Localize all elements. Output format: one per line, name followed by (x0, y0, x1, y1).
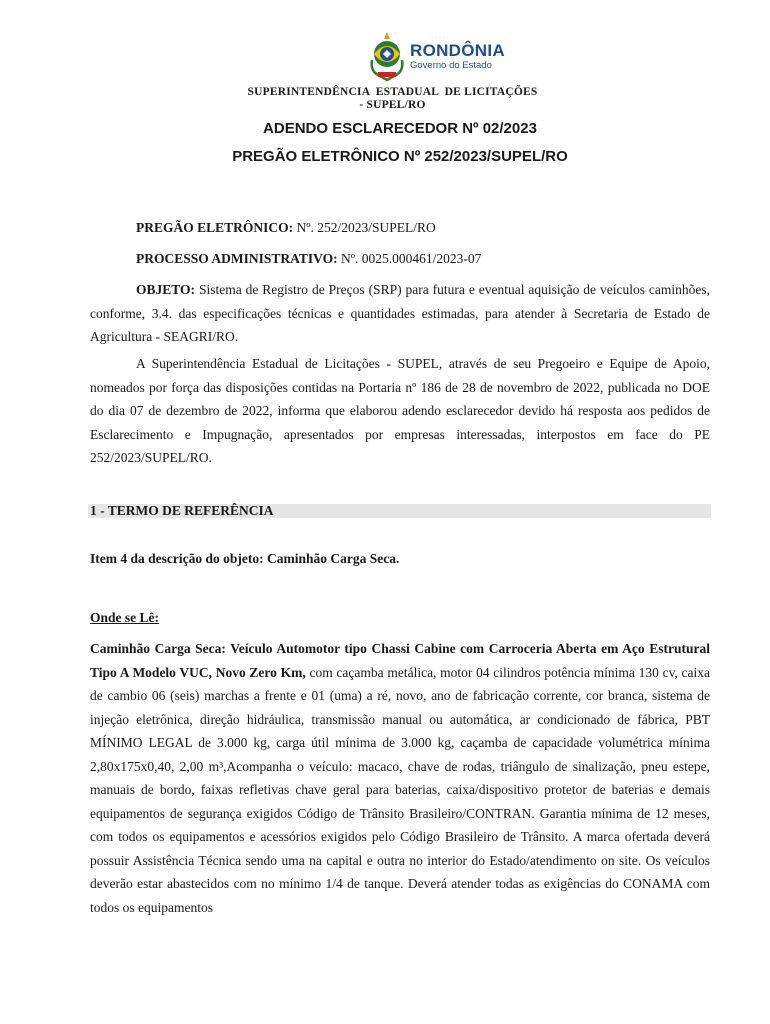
logo-name: RONDÔNIA (410, 40, 505, 60)
onde-se-le-heading: Onde se Lê: (90, 610, 159, 625)
state-logo (368, 30, 505, 82)
item-description-bold: Caminhão Carga Seca: Veículo Automotor tipo Chassi Cabine com Carroceria Aberta em Aço Estrutural Tipo A Modelo VUC, Novo Zero Km, (90, 641, 710, 680)
document-subtitle: PREGÃO ELETRÔNICO Nº 252/2023/SUPEL/RO (232, 148, 568, 165)
item-title: Item 4 da descrição do objeto: Caminhão Carga Seca. (90, 551, 400, 566)
section-heading: 1 - TERMO DE REFERÊNCIA (90, 503, 274, 518)
objeto-paragraph (90, 278, 710, 349)
item-description-text: com caçamba metálica, motor 04 cilindros potência mínima 130 cv, caixa de cambio 06 (seis) marchas a frente e 01 (uma) a ré, novo, ano de fabricação corrente, cor branca, sistema de injeção eletrônica, direção hidráulica, transmissão manual ou automática, ar condicionado de fábrica, PBT MÍNIMO LEGAL de 3.000 kg, carga útil mínima de 3.000 kg, caçamba de capacidade volumétrica mínima 2,80x175x0,40, 2,00 m³,Acompanha o veículo: macaco, chave de rodas, triângulo de sinalização, pneu estepe, manuais de bordo, faixas refletivas chave geral para baterias, caixa/dispositivo protetor de baterias e demais equipamentos de segurança exigidos Código de Trânsito Brasileiro/CONTRAN. Garantia mínima de 12 meses, com todos os equipamentos e acessórios exigidos pelo Código Brasileiro de Trânsito. A marca ofertada deverá possuir Assistência Técnica sendo uma na capital e outra no interior do Estado/atendimento on site. Os veículos deverão estar abastecidos com no mínimo 1/4 de tanque. Deverá atender todas as exigências do CONAMA com todos os equipamentos (90, 664, 711, 915)
processo-field (90, 251, 756, 267)
coat-of-arms-icon (368, 30, 406, 82)
organization-header (0, 86, 770, 112)
org-line-1: SUPERINTENDÊNCIA ESTADUAL DE LICITAÇÕES (247, 86, 538, 98)
objeto-label: OBJETO: (136, 282, 196, 297)
item-description (90, 637, 710, 919)
document-title: ADENDO ESCLARECEDOR Nº 02/2023 (263, 120, 537, 137)
pregao-field (90, 220, 756, 236)
pregao-label: PREGÃO ELETRÔNICO: (136, 220, 294, 235)
pregao-value: Nº. 252/2023/SUPEL/RO (293, 220, 436, 235)
objeto-value: Sistema de Registro de Preços (SRP) para futura e eventual aquisição de veículos caminhões, conforme, 3.4. das especificações técnicas e quantidades estimadas, para atender à Secretaria de Estado de Agricultura - SEAGRI/RO. (90, 282, 710, 344)
processo-label: PROCESSO ADMINISTRATIVO: (136, 251, 338, 266)
logo-subtitle: Governo do Estado (410, 59, 492, 71)
processo-value: Nº. 0025.000461/2023-07 (337, 251, 482, 266)
org-line-2: - SUPEL/RO (359, 99, 426, 111)
intro-paragraph: A Superintendência Estadual de Licitações - SUPEL, através de seu Pregoeiro e Equipe de Apoio, nomeados por força das disposições contidas na Portaria nº 186 de 28 de novembro de 2022, publicada no DOE do dia 07 de dezembro de 2022, informa que elaborou adendo esclarecedor devido há resposta aos pedidos de Esclarecimento e Impugnação, apresentados por empresas interessadas, interpostos em face do PE 252/2023/SUPEL/RO. (90, 356, 710, 465)
